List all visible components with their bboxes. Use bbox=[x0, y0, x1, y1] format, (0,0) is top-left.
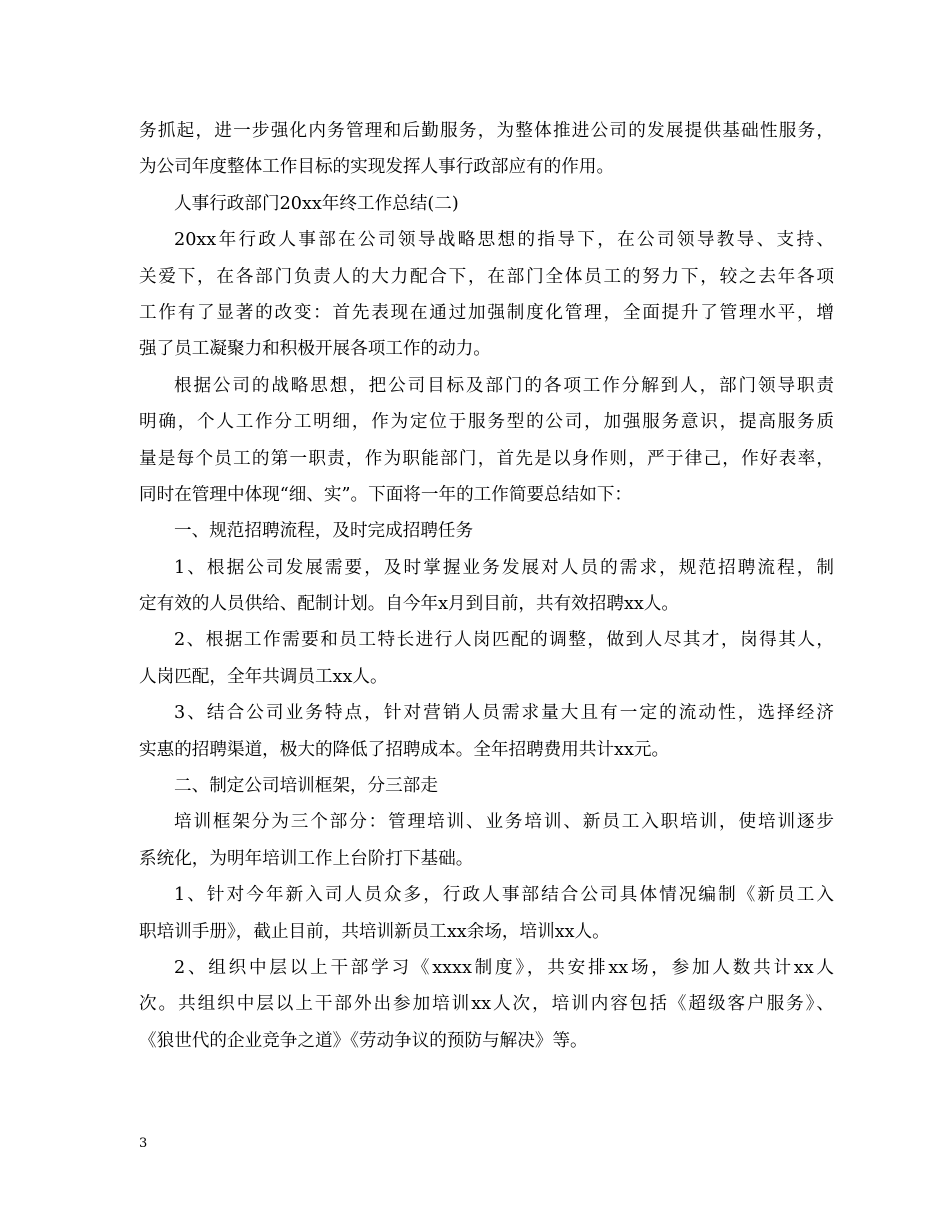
text-line: 定有效的人员供给、配制计划。自今年x月到目前，共有效招聘xx人。 bbox=[139, 594, 679, 615]
text-line: 3、结合公司业务特点，针对营销人员需求量大且有一定的流动性，选择经济 bbox=[174, 703, 834, 724]
text-line: 为公司年度整体工作目标的实现发挥人事行政部应有的作用。 bbox=[139, 157, 615, 178]
text-line: 培训框架分为三个部分：管理培训、业务培训、新员工入职培训，使培训逐步 bbox=[174, 812, 834, 833]
text-line: 职培训手册》，截止目前，共培训新员工xx余场，培训xx人。 bbox=[139, 921, 610, 942]
text-line: 明确，个人工作分工明细，作为定位于服务型的公司，加强服务意识，提高服务质 bbox=[139, 412, 834, 433]
text-line: 务抓起，进一步强化内务管理和后勤服务，为整体推进公司的发展提供基础性服务， bbox=[139, 121, 834, 141]
text-line: 1、根据公司发展需要，及时掌握业务发展对人员的需求，规范招聘流程，制 bbox=[174, 557, 834, 578]
text-line: 人岗匹配，全年共调员工xx人。 bbox=[139, 666, 388, 687]
text-line: 根据公司的战略思想，把公司目标及部门的各项工作分解到人，部门领导职责 bbox=[174, 375, 834, 396]
text-line: 《狼世代的企业竞争之道》《劳动争议的预防与解决》等。 bbox=[139, 1030, 588, 1051]
text-line: 强了员工凝聚力和积极开展各项工作的动力。 bbox=[139, 339, 491, 360]
text-line: 量是每个员工的第一职责，作为职能部门，首先是以身作则，严于律己，作好表率， bbox=[139, 448, 834, 469]
text-line: 实惠的招聘渠道，极大的降低了招聘成本。全年招聘费用共计xx元。 bbox=[139, 739, 670, 760]
text-line: 同时在管理中体现“细、实”。下面将一年的工作简要总结如下： bbox=[139, 484, 633, 505]
section-heading: 人事行政部门20xx年终工作总结(二) bbox=[174, 193, 459, 214]
section-heading: 二、制定公司培训框架，分三部走 bbox=[174, 776, 438, 797]
text-line: 2、组织中层以上干部学习《xxxx制度》，共安排xx场，参加人数共计xx人 bbox=[174, 957, 834, 978]
text-line: 工作有了显著的改变：首先表现在通过加强制度化管理，全面提升了管理水平，增 bbox=[139, 302, 834, 323]
text-line: 次。共组织中层以上干部外出参加培训xx人次，培训内容包括《超级客户服务》、 bbox=[139, 994, 834, 1015]
text-line: 1、针对今年新入司人员众多，行政人事部结合公司具体情况编制《新员工入 bbox=[174, 885, 834, 906]
text-line: 关爱下，在各部门负责人的大力配合下，在部门全体员工的努力下，较之去年各项 bbox=[139, 266, 834, 287]
page-number: 3 bbox=[139, 1136, 148, 1151]
section-heading: 一、规范招聘流程，及时完成招聘任务 bbox=[174, 521, 474, 542]
text-line: 20xx年行政人事部在公司领导战略思想的指导下，在公司领导教导、支持、 bbox=[174, 230, 834, 251]
text-line: 系统化，为明年培训工作上台阶打下基础。 bbox=[139, 848, 474, 869]
body-text bbox=[139, 113, 834, 1059]
text-line: 2、根据工作需要和员工特长进行人岗匹配的调整，做到人尽其才，岗得其人， bbox=[174, 630, 834, 651]
